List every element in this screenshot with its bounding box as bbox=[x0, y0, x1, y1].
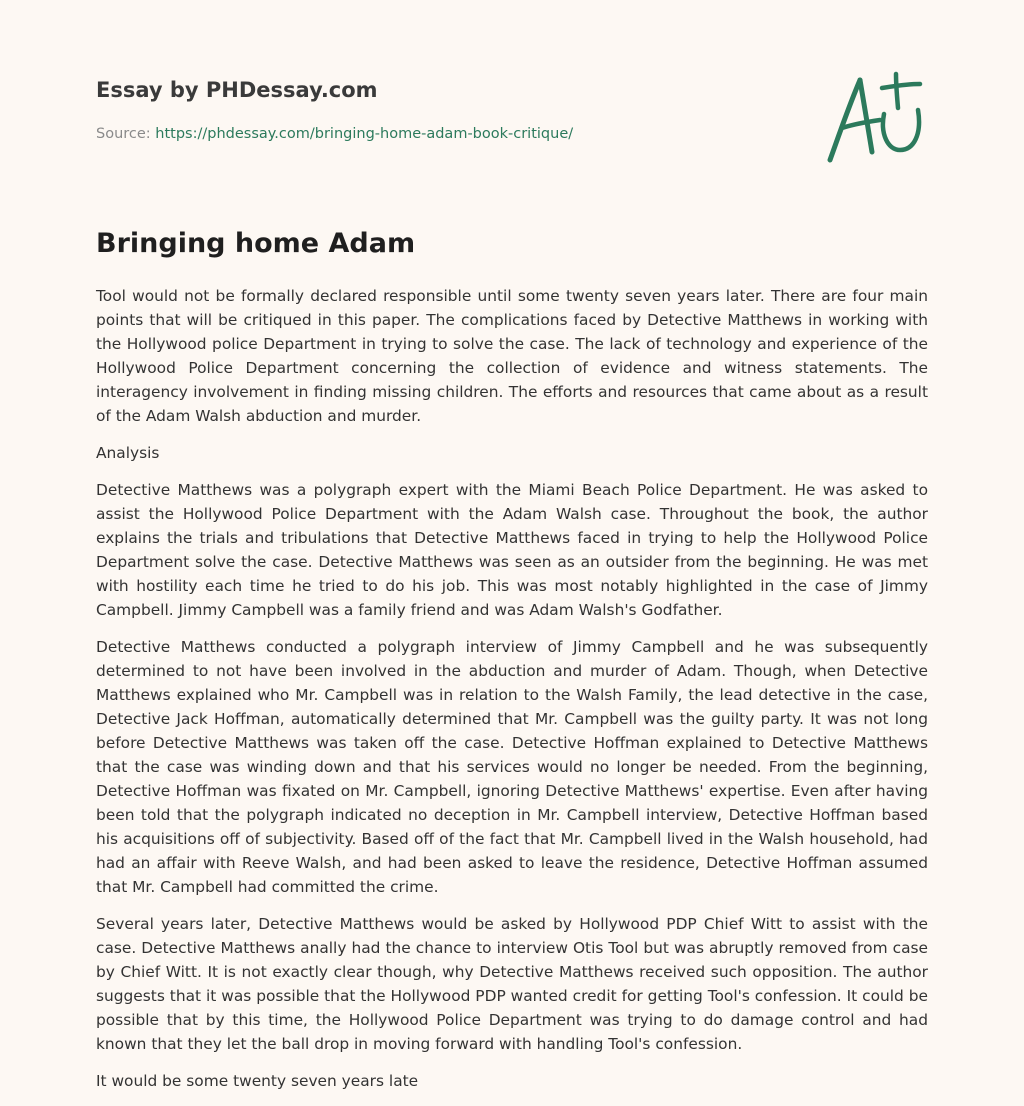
header bbox=[96, 76, 796, 144]
essay-body bbox=[96, 226, 928, 1106]
source-label: Source: bbox=[96, 126, 156, 142]
essay-title: Bringing home Adam bbox=[96, 228, 416, 259]
essay-paragraph: Detective Matthews was a polygraph expert with the Miami Beach Police Department. He was asked to assist the Hollywood Police Department with the Adam Walsh case. Throughout the book, the author explains the trials and tribulations that Detective Matthews faced in trying to help the Hollywood Police Department solve the case. Detective Matthews was seen as an outsider from the beginning. He was met with hostility each time he tried to do his job. This was most notably highlighted in the case of Jimmy Campbell. Jimmy Campbell was a family friend and was Adam Walsh's Godfather. bbox=[96, 481, 928, 619]
essay-paragraph: Several years later, Detective Matthews would be asked by Hollywood PDP Chief Witt to assist with the case. Detective Matthews anally had the chance to interview Otis Tool but was abruptly removed from case by Chief Witt. It is not exactly clear though, why Detective Matthews received such opposition. The author suggests that it was possible that the Hollywood PDP wanted credit for getting Tool's confession. It could be possible that by this time, the Hollywood Police Department was trying to do damage control and had known that they let the ball drop in moving forward with handling Tool's confession. bbox=[96, 915, 928, 1053]
essay-paragraph-truncated: It would be some twenty seven years late bbox=[96, 1072, 419, 1090]
essay-paragraph: Tool would not be formally declared responsible until some twenty seven years later. There are four main points that will be critiqued in this paper. The complications faced by Detective Matthews in working with the Hollywood police Department in trying to solve the case. The lack of technology and experience of the Hollywood Police Department concerning the collection of evidence and witness statements. The interagency involvement in finding missing children. The efforts and resources that came about as a result of the Adam Walsh abduction and murder. bbox=[96, 287, 928, 425]
source-link[interactable]: https://phdessay.com/bringing-home-adam-book-critique/ bbox=[155, 126, 574, 142]
a-plus-logo-icon bbox=[820, 68, 930, 168]
essay-paragraph: Detective Matthews conducted a polygraph interview of Jimmy Campbell and he was subsequently determined to not have been involved in the abduction and murder of Adam. Though, when Detective Matthews explained who Mr. Campbell was in relation to the Walsh Family, the lead detective in the case, Detective Jack Hoffman, automatically determined that Mr. Campbell was the guilty party. It was not long before Detective Matthews was taken off the case. Detective Hoffman explained to Detective Matthews that the case was winding down and that his services would no longer be needed. From the beginning, Detective Hoffman was fixated on Mr. Campbell, ignoring Detective Matthews' expertise. Even after having been told that the polygraph indicated no deception in Mr. Campbell interview, Detective Hoffman based his acquisitions off of subjectivity. Based off of the fact that Mr. Campbell lived in the Walsh household, had had an affair with Reeve Walsh, and had been asked to leave the residence, Detective Hoffman assumed that Mr. Campbell had committed the crime. bbox=[96, 638, 928, 896]
section-heading-analysis: Analysis bbox=[96, 444, 160, 462]
source-line bbox=[96, 124, 796, 144]
site-title: Essay by PHDessay.com bbox=[96, 78, 378, 102]
